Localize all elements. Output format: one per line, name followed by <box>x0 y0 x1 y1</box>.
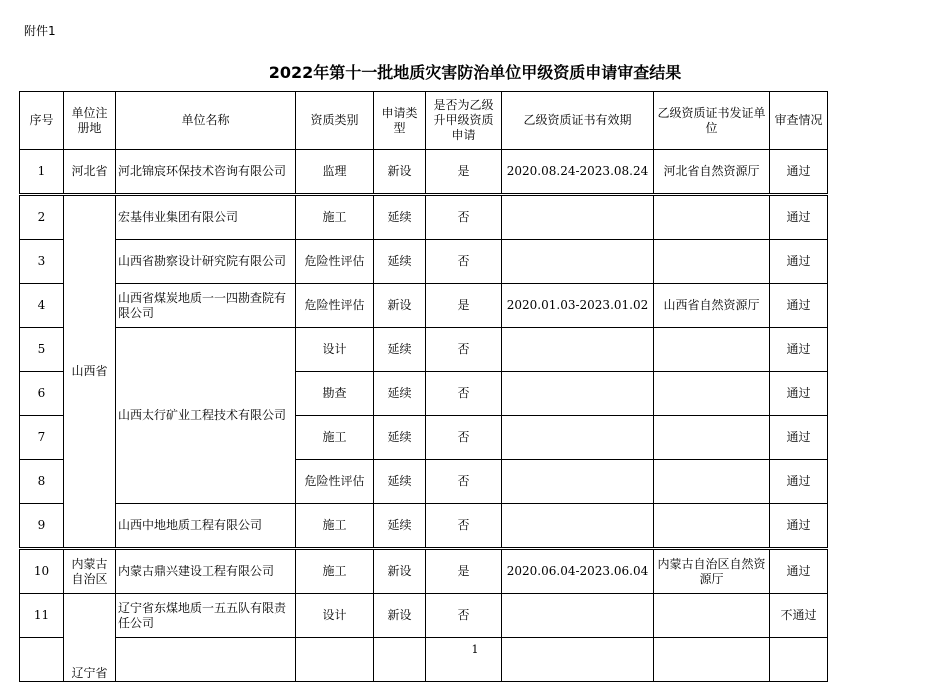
cell-seq: 8 <box>20 460 64 504</box>
cell-issuer: 内蒙古自治区自然资源厅 <box>654 550 770 594</box>
cell-result: 通过 <box>770 460 828 504</box>
cell-qual: 施工 <box>296 196 374 240</box>
cell-qual: 施工 <box>296 504 374 548</box>
table-row <box>20 150 828 194</box>
cell-issuer <box>654 504 770 548</box>
cell-issuer <box>654 240 770 284</box>
cell-qual: 设计 <box>296 328 374 372</box>
cell-validity <box>502 594 654 638</box>
cell-unit-name: 河北锦宸环保技术咨询有限公司 <box>116 150 296 194</box>
cell-apply: 延续 <box>374 240 426 284</box>
cell-issuer: 河北省自然资源厅 <box>654 150 770 194</box>
cell-unit-name: 山西中地地质工程有限公司 <box>116 504 296 548</box>
results-table <box>19 91 828 682</box>
cell-issuer <box>654 328 770 372</box>
cell-seq: 5 <box>20 328 64 372</box>
header-qual-type: 资质类别 <box>296 92 374 150</box>
cell-apply: 新设 <box>374 150 426 194</box>
cell-issuer <box>654 594 770 638</box>
cell-apply: 延续 <box>374 504 426 548</box>
cell-validity <box>502 240 654 284</box>
cell-region: 河北省 <box>64 150 116 194</box>
cell-unit-name: 山西太行矿业工程技术有限公司 <box>116 328 296 504</box>
cell-region: 山西省 <box>64 196 116 548</box>
cell-upgrade: 否 <box>426 504 502 548</box>
cell-validity <box>502 416 654 460</box>
header-region: 单位注册地 <box>64 92 116 150</box>
cell-validity: 2020.01.03-2023.01.02 <box>502 284 654 328</box>
cell-upgrade: 是 <box>426 150 502 194</box>
header-apply-type: 申请类型 <box>374 92 426 150</box>
cell-qual: 监理 <box>296 150 374 194</box>
cell-seq: 7 <box>20 416 64 460</box>
cell-upgrade: 否 <box>426 594 502 638</box>
cell-unit-name: 宏基伟业集团有限公司 <box>116 196 296 240</box>
cell-issuer: 山西省自然资源厅 <box>654 284 770 328</box>
cell-validity <box>502 504 654 548</box>
cell-issuer <box>654 460 770 504</box>
table-row <box>20 594 828 638</box>
cell-region: 辽宁省 <box>64 594 116 682</box>
cell-seq: 2 <box>20 196 64 240</box>
header-issuer: 乙级资质证书发证单位 <box>654 92 770 150</box>
header-upgrade: 是否为乙级升甲级资质申请 <box>426 92 502 150</box>
cell-apply: 新设 <box>374 284 426 328</box>
cell-upgrade: 否 <box>426 416 502 460</box>
cell-result: 通过 <box>770 416 828 460</box>
cell-apply: 新设 <box>374 594 426 638</box>
cell-result: 通过 <box>770 328 828 372</box>
table-row <box>20 328 828 372</box>
cell-issuer <box>654 416 770 460</box>
cell-qual: 危险性评估 <box>296 240 374 284</box>
cell-apply: 延续 <box>374 328 426 372</box>
cell-seq: 3 <box>20 240 64 284</box>
cell-qual: 危险性评估 <box>296 284 374 328</box>
cell-apply: 延续 <box>374 416 426 460</box>
cell-issuer <box>654 196 770 240</box>
cell-upgrade: 是 <box>426 284 502 328</box>
cell-validity: 2020.08.24-2023.08.24 <box>502 150 654 194</box>
cell-apply: 新设 <box>374 550 426 594</box>
cell-region: 内蒙古自治区 <box>64 550 116 594</box>
header-seq: 序号 <box>20 92 64 150</box>
cell-seq: 10 <box>20 550 64 594</box>
cell-issuer <box>654 372 770 416</box>
cell-seq: 4 <box>20 284 64 328</box>
cell-upgrade: 否 <box>426 196 502 240</box>
cell-upgrade: 否 <box>426 460 502 504</box>
header-validity: 乙级资质证书有效期 <box>502 92 654 150</box>
cell-unit-name: 山西省煤炭地质一一四勘查院有限公司 <box>116 284 296 328</box>
cell-apply: 延续 <box>374 196 426 240</box>
table-row <box>20 196 828 240</box>
cell-apply: 延续 <box>374 372 426 416</box>
cell-unit-name: 辽宁省东煤地质一五五队有限责任公司 <box>116 594 296 638</box>
cell-upgrade: 是 <box>426 550 502 594</box>
cell-result: 通过 <box>770 550 828 594</box>
cell-qual: 施工 <box>296 550 374 594</box>
cell-result: 通过 <box>770 150 828 194</box>
cell-result: 通过 <box>770 284 828 328</box>
cell-qual: 施工 <box>296 416 374 460</box>
cell-unit-name: 内蒙古鼎兴建设工程有限公司 <box>116 550 296 594</box>
cell-result: 通过 <box>770 504 828 548</box>
table-row <box>20 550 828 594</box>
cell-seq: 9 <box>20 504 64 548</box>
cell-upgrade: 否 <box>426 328 502 372</box>
cell-seq: 11 <box>20 594 64 638</box>
cell-validity: 2020.06.04-2023.06.04 <box>502 550 654 594</box>
header-row <box>20 92 828 150</box>
cell-result: 通过 <box>770 372 828 416</box>
cell-validity <box>502 196 654 240</box>
cell-apply: 延续 <box>374 460 426 504</box>
cell-result: 通过 <box>770 240 828 284</box>
document-title: 2022年第十一批地质灾害防治单位甲级资质申请审查结果 <box>268 63 682 82</box>
cell-upgrade: 否 <box>426 372 502 416</box>
cell-validity <box>502 460 654 504</box>
cell-unit-name: 山西省勘察设计研究院有限公司 <box>116 240 296 284</box>
page-number: 1 <box>471 643 479 656</box>
table-row <box>20 240 828 284</box>
cell-qual: 危险性评估 <box>296 460 374 504</box>
cell-seq: 1 <box>20 150 64 194</box>
cell-validity <box>502 328 654 372</box>
cell-qual: 勘查 <box>296 372 374 416</box>
table-row <box>20 504 828 548</box>
cell-validity <box>502 372 654 416</box>
cell-result: 通过 <box>770 196 828 240</box>
header-result: 审查情况 <box>770 92 828 150</box>
cell-upgrade: 否 <box>426 240 502 284</box>
cell-result: 不通过 <box>770 594 828 638</box>
cell-qual: 设计 <box>296 594 374 638</box>
header-unit-name: 单位名称 <box>116 92 296 150</box>
table-row <box>20 284 828 328</box>
annex-label: 附件1 <box>24 24 56 38</box>
cell-seq: 6 <box>20 372 64 416</box>
